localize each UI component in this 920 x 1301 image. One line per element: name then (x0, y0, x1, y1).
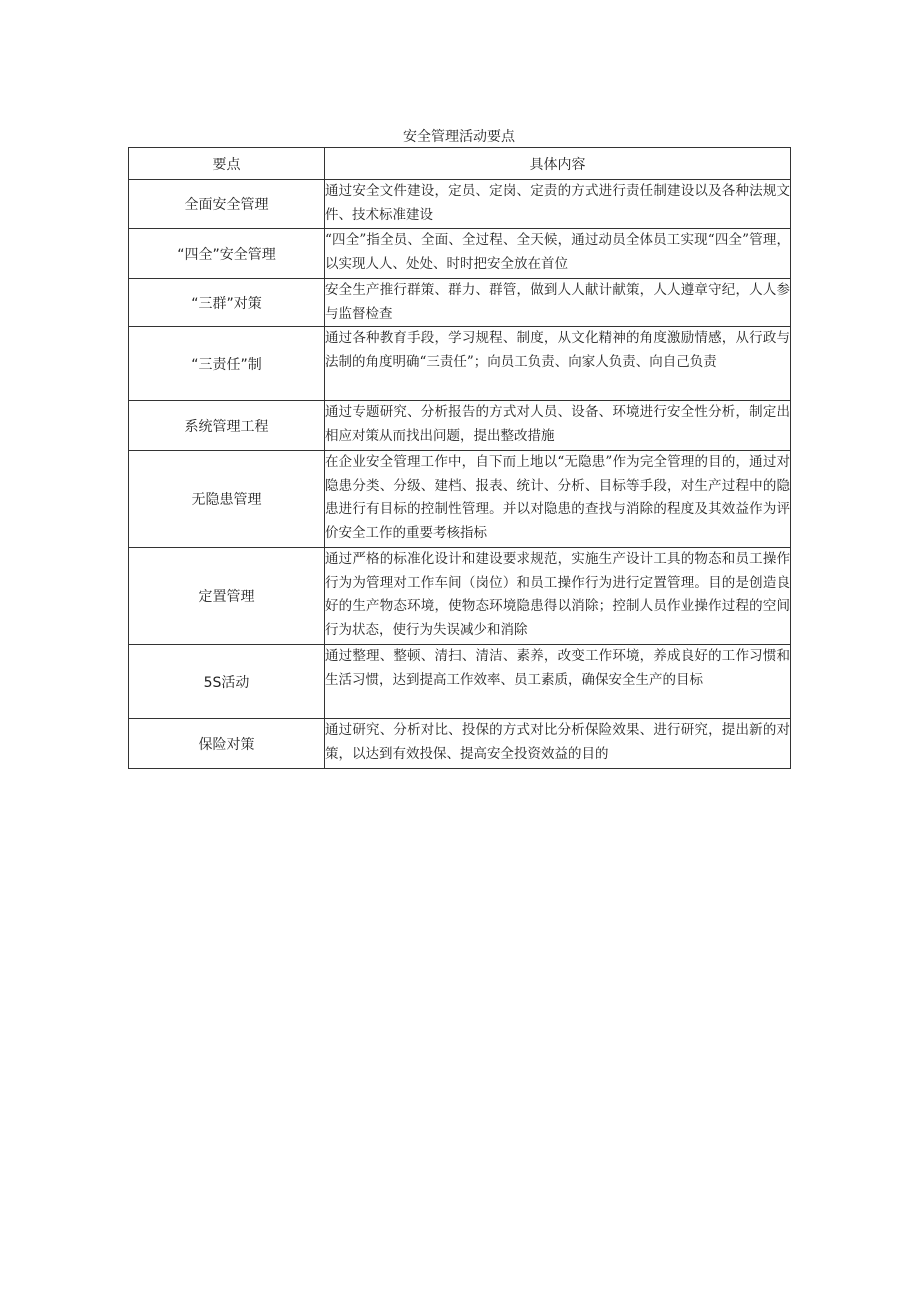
row-key: “四全”安全管理 (129, 229, 325, 279)
row-key: 定置管理 (129, 548, 325, 645)
table-row (129, 401, 791, 451)
table-row (129, 180, 791, 229)
table-row (129, 279, 791, 327)
table-row (129, 327, 791, 401)
table-row (129, 229, 791, 279)
row-content: 通过安全文件建设，定员、定岗、定责的方式进行责任制建设以及各种法规文件、技术标准建设 (325, 180, 791, 229)
row-key: “三群”对策 (129, 279, 325, 327)
safety-management-table (128, 147, 791, 769)
row-content: 通过整理、整顿、清扫、清洁、素养，改变工作环境，养成良好的工作习惯和生活习惯，达到提高工作效率、员工素质，确保安全生产的目标 (325, 645, 791, 719)
row-content: 通过专题研究、分析报告的方式对人员、设备、环境进行安全性分析，制定出相应对策从而找出问题，提出整改措施 (325, 401, 791, 451)
row-content: “四全”指全员、全面、全过程、全天候，通过动员全体员工实现“四全”管理，以实现人人、处处、时时把安全放在首位 (325, 229, 791, 279)
row-key: “三责任”制 (129, 327, 325, 401)
row-content: 通过研究、分析对比、投保的方式对比分析保险效果、进行研究，提出新的对策，以达到有效投保、提高安全投资效益的目的 (325, 719, 791, 769)
header-key-point: 要点 (129, 148, 325, 180)
row-key: 保险对策 (129, 719, 325, 769)
row-key: 系统管理工程 (129, 401, 325, 451)
table-row (129, 645, 791, 719)
table-row (129, 719, 791, 769)
header-content: 具体内容 (325, 148, 791, 180)
table-row (129, 451, 791, 548)
table-title: 安全管理活动要点 (403, 129, 515, 145)
row-content: 通过各种教育手段，学习规程、制度，从文化精神的角度激励情感，从行政与法制的角度明确“三责任”；向员工负责、向家人负责、向自己负责 (325, 327, 791, 401)
row-key: 无隐患管理 (129, 451, 325, 548)
row-key: 全面安全管理 (129, 180, 325, 229)
row-content: 安全生产推行群策、群力、群管，做到人人献计献策，人人遵章守纪，人人参与监督检查 (325, 279, 791, 327)
table-row (129, 548, 791, 645)
row-key: 5S活动 (129, 645, 325, 719)
row-content: 在企业安全管理工作中，自下而上地以“无隐患”作为完全管理的目的，通过对隐患分类、分级、建档、报表、统计、分析、目标等手段，对生产过程中的隐患进行有目标的控制性管理。并以对隐患的查找与消除的程度及其效益作为评价安全工作的重要考核指标 (325, 451, 791, 548)
row-content: 通过严格的标准化设计和建设要求规范，实施生产设计工具的物态和员工操作行为为管理对工作车间（岗位）和员工操作行为进行定置管理。目的是创造良好的生产物态环境，使物态环境隐患得以消除；控制人员作业操作过程的空间行为状态，使行为失误减少和消除 (325, 548, 791, 645)
table-header-row (129, 148, 791, 180)
